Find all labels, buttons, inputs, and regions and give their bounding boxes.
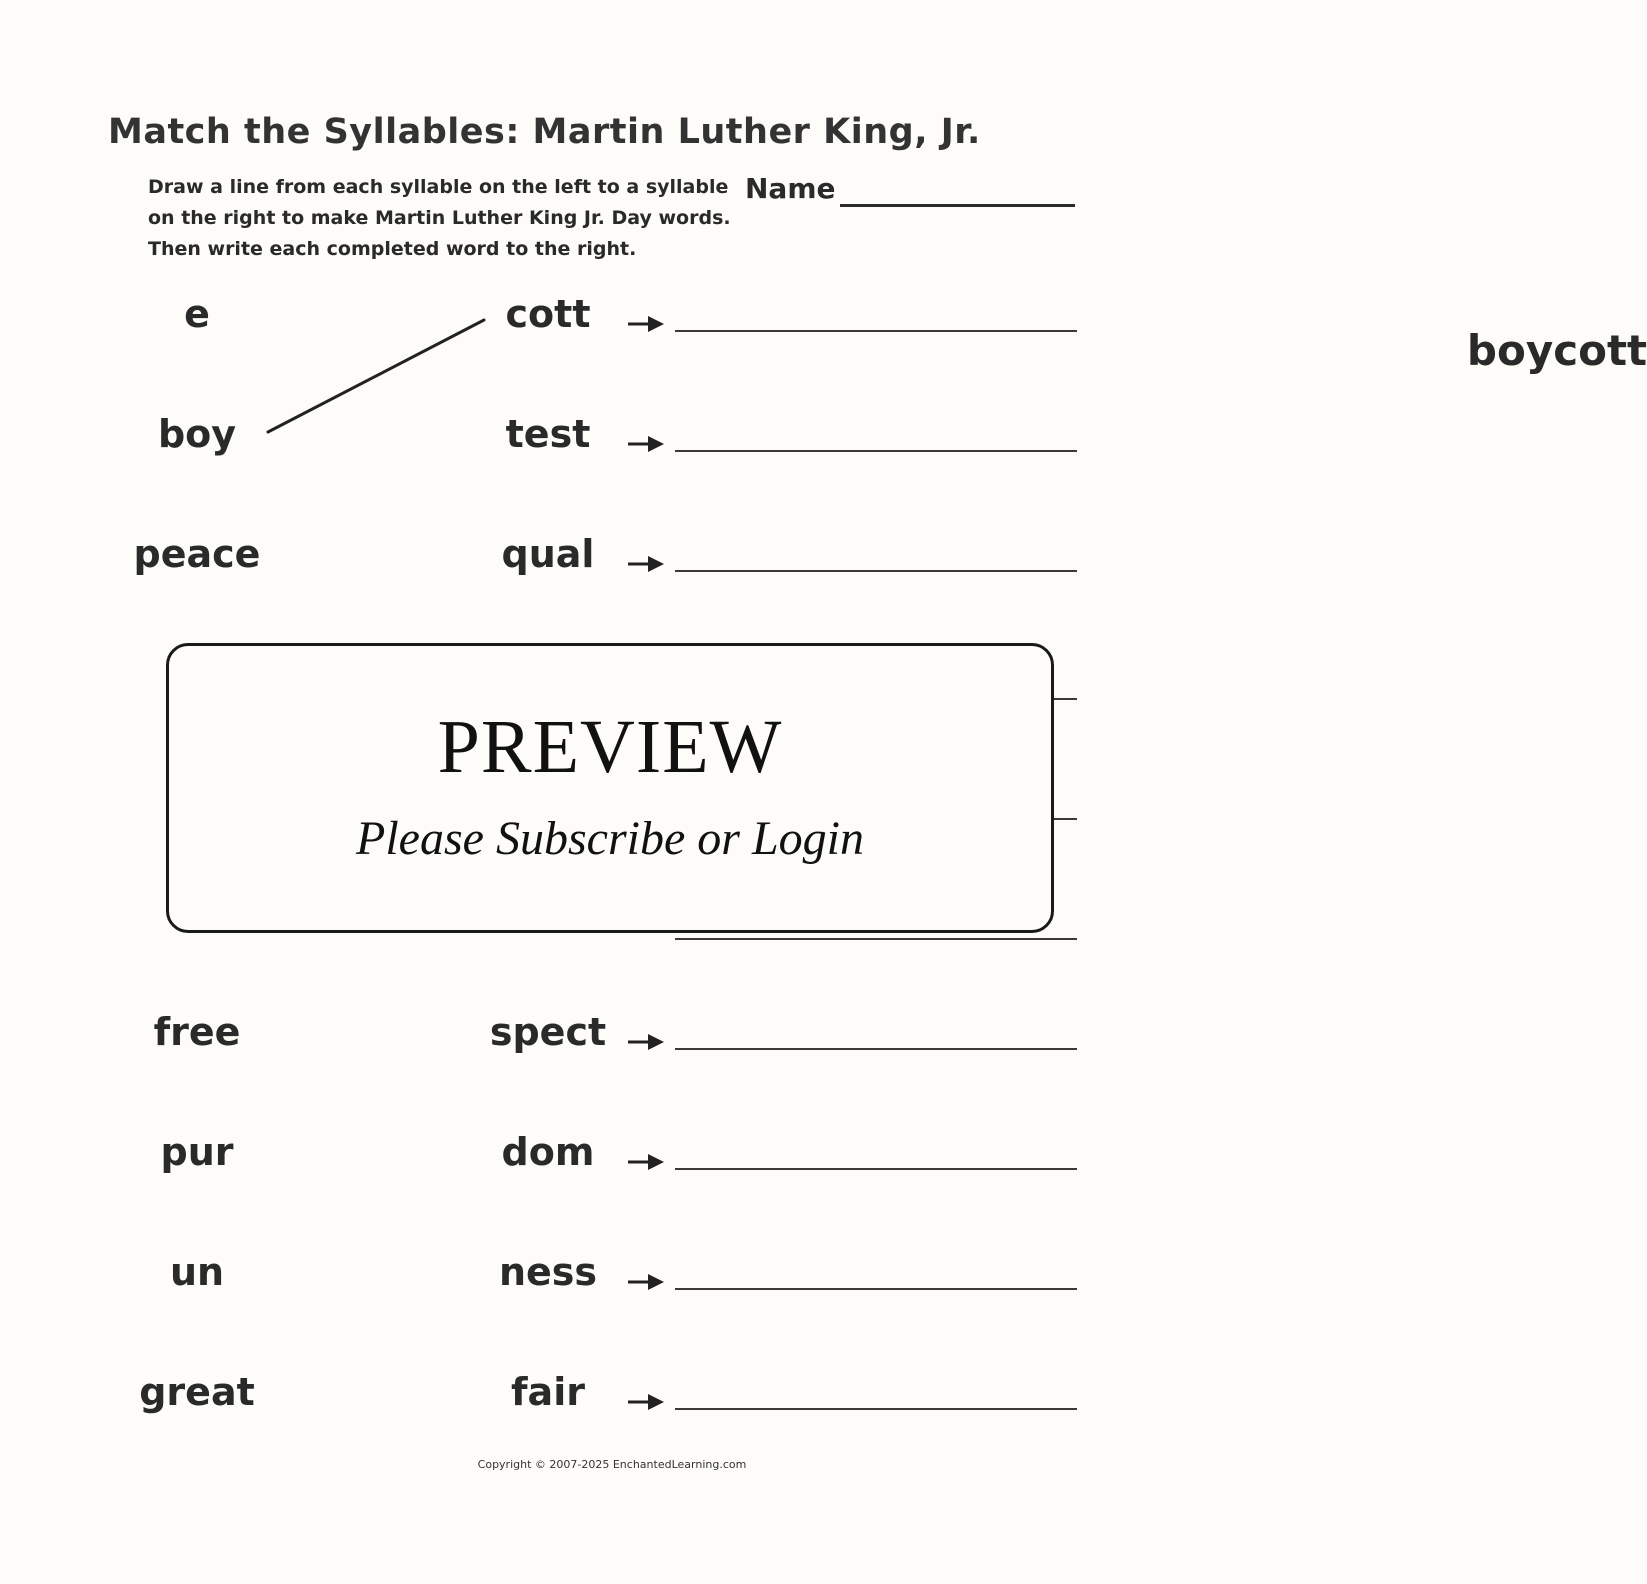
copyright-text: Copyright © 2007-2025 EnchantedLearning.com	[477, 1458, 747, 1471]
instructions-text: Draw a line from each syllable on the left to a syllable on the right to make Martin Luther King Jr. Day words. Then write each completed word to the right.	[148, 176, 731, 260]
arrow-right-icon	[628, 1392, 668, 1412]
name-field-line[interactable]	[840, 204, 1075, 207]
arrow-right-icon	[628, 554, 668, 574]
left-syllable[interactable]: great	[139, 1370, 255, 1414]
left-syllable[interactable]: pur	[160, 1130, 234, 1174]
arrow-right-icon	[628, 1272, 668, 1292]
page-title: Match the Syllables: Martin Luther King, Jr.	[108, 112, 981, 152]
preview-subtitle[interactable]: Please Subscribe or Login	[356, 812, 864, 865]
match-row	[0, 532, 1224, 592]
answer-line[interactable]	[675, 570, 1077, 572]
name-label: Name	[745, 172, 836, 205]
left-syllable[interactable]: peace	[133, 532, 261, 576]
preview-title: PREVIEW	[437, 705, 783, 789]
left-syllable[interactable]: free	[153, 1010, 241, 1054]
left-syllable[interactable]: un	[169, 1250, 225, 1294]
match-row	[0, 412, 1224, 472]
right-syllable[interactable]: cott	[505, 292, 591, 336]
right-syllable[interactable]: ness	[498, 1250, 598, 1294]
match-row	[0, 1010, 1224, 1070]
match-row	[0, 1370, 1224, 1430]
match-row	[0, 1250, 1224, 1310]
answer-word: boycott	[1466, 326, 1647, 375]
answer-line[interactable]	[675, 1288, 1077, 1290]
arrow-right-icon	[628, 314, 668, 334]
right-syllable[interactable]: qual	[501, 532, 595, 576]
match-row	[0, 292, 1647, 375]
answer-line[interactable]	[675, 1408, 1077, 1410]
right-syllable[interactable]: fair	[511, 1370, 585, 1414]
right-syllable[interactable]: dom	[501, 1130, 595, 1174]
answer-line-partial	[675, 938, 1077, 940]
arrow-right-icon	[628, 434, 668, 454]
answer-line[interactable]	[675, 450, 1077, 452]
right-syllable[interactable]: test	[505, 412, 591, 456]
answer-line[interactable]	[675, 1168, 1077, 1170]
match-row	[0, 1130, 1224, 1190]
answer-line[interactable]	[675, 326, 1647, 375]
right-syllable[interactable]: spect	[489, 1010, 607, 1054]
left-syllable[interactable]: boy	[157, 412, 237, 456]
arrow-right-icon	[628, 1152, 668, 1172]
left-syllable[interactable]: e	[184, 292, 210, 336]
preview-overlay[interactable]	[166, 643, 1054, 933]
arrow-right-icon	[628, 1032, 668, 1052]
answer-line[interactable]	[675, 1048, 1077, 1050]
